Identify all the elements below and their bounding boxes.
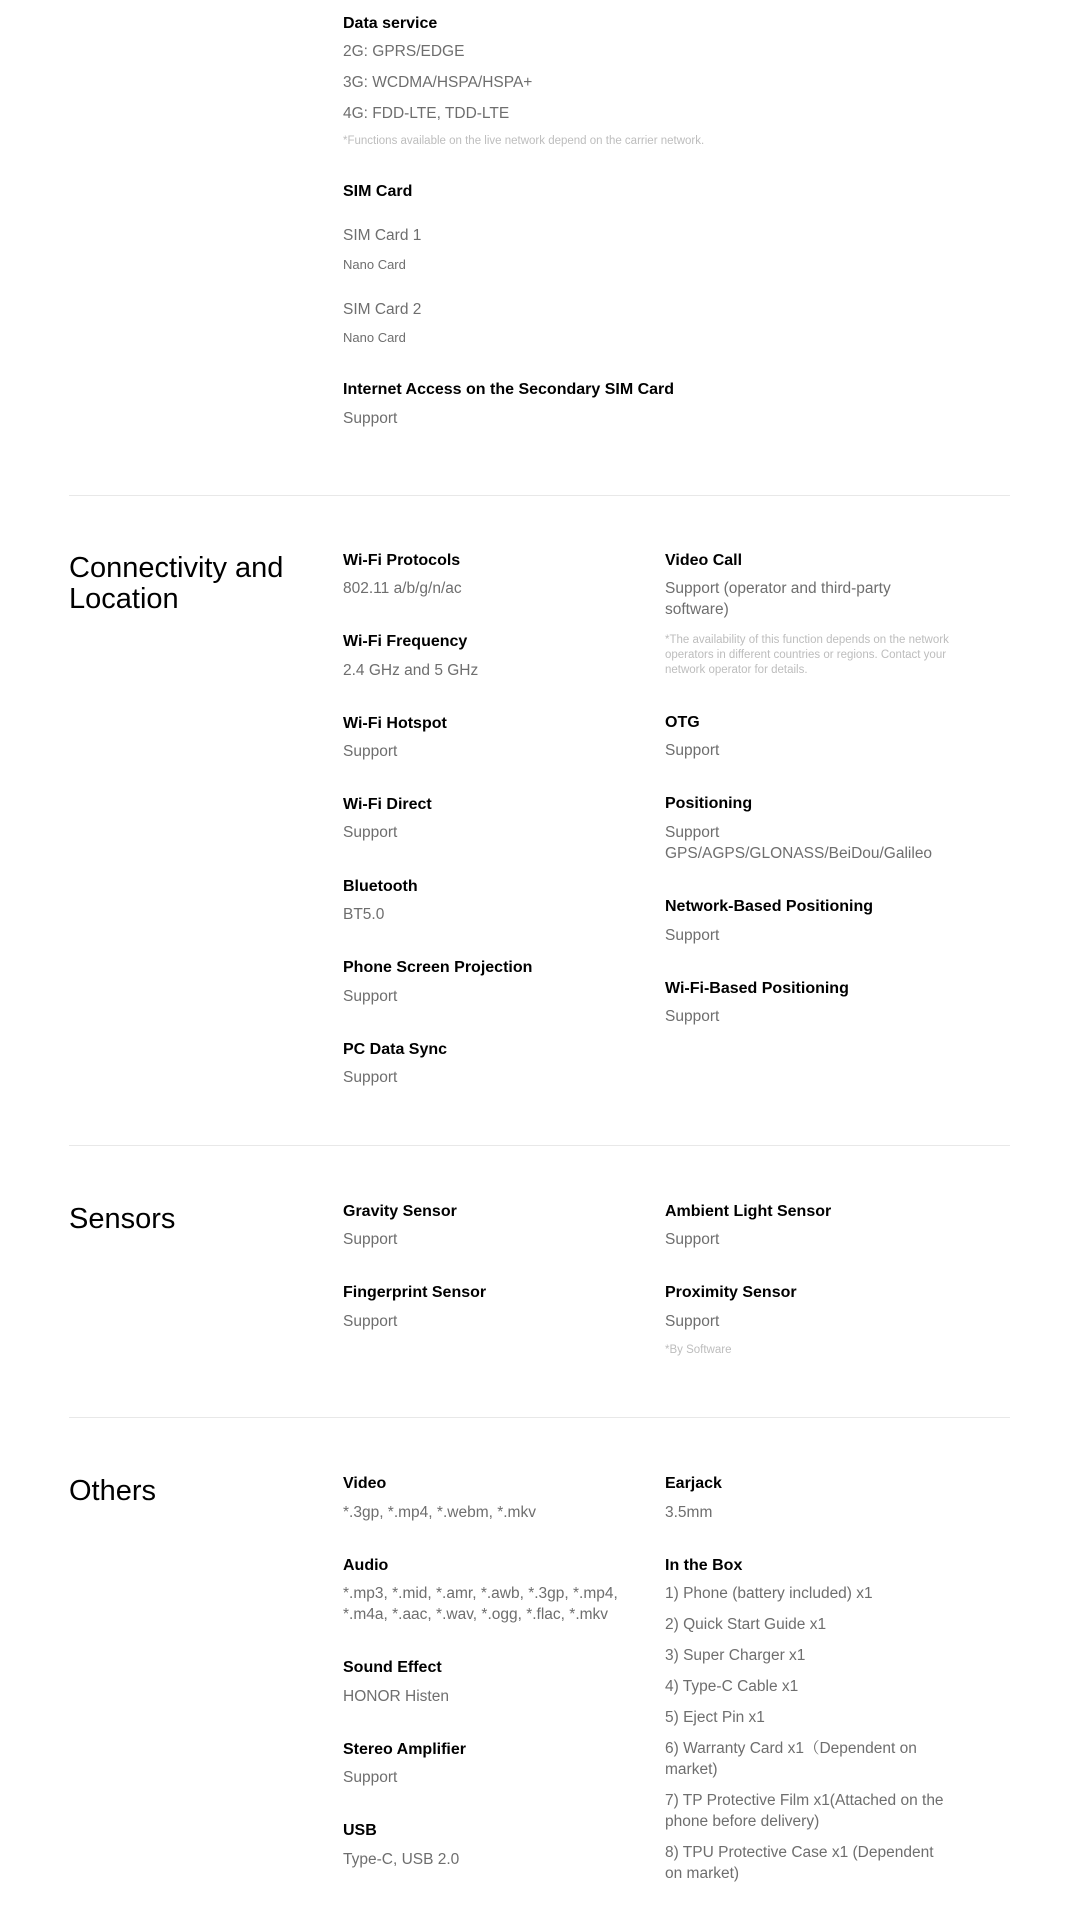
spec-label: Video Call: [665, 552, 743, 569]
in-the-box-label: In the Box: [665, 1557, 743, 1574]
spec-value: Support: [343, 1313, 398, 1330]
spec-value: Support: [343, 743, 398, 760]
secondary-sim-internet-label: Internet Access on the Secondary SIM Card: [343, 381, 675, 398]
others-section-title: Others: [69, 1475, 157, 1507]
spec-value: Support: [343, 1769, 398, 1786]
box-item: 6) Warranty Card x1（Dependent on market): [665, 1740, 917, 1778]
section-divider: [69, 495, 1010, 496]
sim-card-1-type: Nano Card: [343, 257, 406, 272]
sim-card-2-type: Nano Card: [343, 330, 406, 345]
spec-value: HONOR Histen: [343, 1688, 449, 1705]
box-item: 3) Super Charger x1: [665, 1647, 806, 1664]
spec-value: Support: [343, 824, 398, 841]
spec-label: Positioning: [665, 795, 753, 812]
spec-value: Support: [665, 1231, 720, 1248]
spec-value: Support: [343, 1231, 398, 1248]
spec-value: Support: [665, 1313, 720, 1330]
spec-label: Wi-Fi Frequency: [343, 633, 468, 650]
earjack-value: 3.5mm: [665, 1504, 713, 1521]
sim-card-2-label: SIM Card 2: [343, 301, 422, 318]
spec-value: Support: [665, 927, 720, 944]
spec-label: OTG: [665, 714, 700, 731]
spec-label: Wi-Fi Hotspot: [343, 715, 447, 732]
spec-value: Support: [665, 742, 720, 759]
spec-label: Proximity Sensor: [665, 1284, 797, 1301]
spec-label: Wi-Fi Protocols: [343, 552, 461, 569]
spec-value: Support GPS/AGPS/GLONASS/BeiDou/Galileo: [665, 824, 933, 862]
connectivity-section-title: Connectivity and Location: [69, 552, 284, 615]
spec-label: Bluetooth: [343, 878, 418, 895]
proximity-sensor-note: *By Software: [665, 1344, 732, 1356]
box-item: 7) TP Protective Film x1(Attached on the phone before delivery): [665, 1792, 944, 1830]
spec-value: *.mp3, *.mid, *.amr, *.awb, *.3gp, *.mp4, *.m4a, *.aac, *.wav, *.ogg, *.flac, *.mkv: [343, 1585, 618, 1623]
box-item: 8) TPU Protective Case x1 (Dependent on market): [665, 1844, 934, 1882]
spec-value: Support: [343, 1069, 398, 1086]
spec-label: Wi-Fi Direct: [343, 796, 432, 813]
data-service-3g: 3G: WCDMA/HSPA/HSPA+: [343, 74, 533, 91]
spec-label: USB: [343, 1822, 377, 1839]
sim-card-label: SIM Card: [343, 183, 413, 200]
spec-value: 802.11 a/b/g/n/ac: [343, 580, 462, 597]
data-service-label: Data service: [343, 15, 438, 32]
spec-label: Video: [343, 1475, 387, 1492]
spec-value: Support (operator and third-party software): [665, 580, 891, 618]
spec-value: 2.4 GHz and 5 GHz: [343, 662, 479, 679]
earjack-label: Earjack: [665, 1475, 722, 1492]
spec-label: PC Data Sync: [343, 1041, 448, 1058]
video-call-note: *The availability of this function depends on the network operators in different countries or regions. Contact your network operator for details.: [665, 634, 949, 676]
spec-label: Phone Screen Projection: [343, 959, 533, 976]
spec-value: BT5.0: [343, 906, 385, 923]
data-service-4g: 4G: FDD-LTE, TDD-LTE: [343, 105, 510, 122]
spec-label: Audio: [343, 1557, 389, 1574]
spec-value: Type-C, USB 2.0: [343, 1851, 460, 1868]
spec-value: Support: [343, 988, 398, 1005]
data-service-2g: 2G: GPRS/EDGE: [343, 43, 465, 60]
box-item: 5) Eject Pin x1: [665, 1709, 765, 1726]
spec-label: Stereo Amplifier: [343, 1741, 466, 1758]
box-item: 2) Quick Start Guide x1: [665, 1616, 827, 1633]
data-service-note: *Functions available on the live network depend on the carrier network.: [343, 135, 705, 147]
spec-label: Ambient Light Sensor: [665, 1203, 832, 1220]
section-divider: [69, 1417, 1010, 1418]
spec-value: Support: [665, 1008, 720, 1025]
spec-label: Network-Based Positioning: [665, 898, 874, 915]
sim-card-1-label: SIM Card 1: [343, 227, 422, 244]
spec-label: Wi-Fi-Based Positioning: [665, 980, 849, 997]
secondary-sim-internet-value: Support: [343, 410, 398, 427]
box-item: 4) Type-C Cable x1: [665, 1678, 799, 1695]
spec-label: Fingerprint Sensor: [343, 1284, 487, 1301]
spec-label: Gravity Sensor: [343, 1203, 457, 1220]
box-item: 1) Phone (battery included) x1: [665, 1585, 873, 1602]
sensors-section-title: Sensors: [69, 1203, 176, 1235]
spec-label: Sound Effect: [343, 1659, 442, 1676]
section-divider: [69, 1145, 1010, 1146]
spec-value: *.3gp, *.mp4, *.webm, *.mkv: [343, 1504, 536, 1521]
